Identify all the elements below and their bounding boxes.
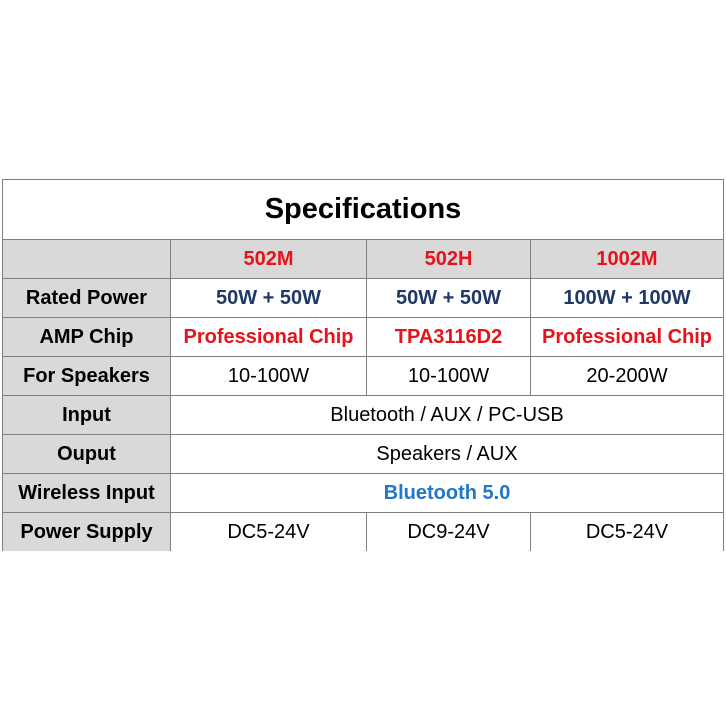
- for-speakers-1002m: 20-200W: [531, 357, 724, 396]
- rated-power-502m: 50W + 50W: [171, 279, 367, 318]
- power-supply-1002m: DC5-24V: [531, 513, 724, 552]
- rated-power-row: [3, 279, 724, 318]
- output-label: Ouput: [3, 435, 171, 474]
- model-header-502h: 502H: [367, 240, 531, 279]
- output-row: [3, 435, 724, 474]
- for-speakers-502h: 10-100W: [367, 357, 531, 396]
- amp-chip-1002m: Professional Chip: [531, 318, 724, 357]
- power-supply-502h: DC9-24V: [367, 513, 531, 552]
- model-header-502m: 502M: [171, 240, 367, 279]
- power-supply-502m: DC5-24V: [171, 513, 367, 552]
- wireless-input-label: Wireless Input: [3, 474, 171, 513]
- rated-power-502h: 50W + 50W: [367, 279, 531, 318]
- amp-chip-row: [3, 318, 724, 357]
- power-supply-label: Power Supply: [3, 513, 171, 552]
- title-row: [3, 180, 724, 240]
- for-speakers-label: For Speakers: [3, 357, 171, 396]
- amp-chip-502m: Professional Chip: [171, 318, 367, 357]
- for-speakers-502m: 10-100W: [171, 357, 367, 396]
- wireless-input-value: Bluetooth 5.0: [171, 474, 724, 513]
- model-header-1002m: 1002M: [531, 240, 724, 279]
- amp-chip-502h: TPA3116D2: [367, 318, 531, 357]
- output-value: Speakers / AUX: [171, 435, 724, 474]
- power-supply-row: [3, 513, 724, 552]
- rated-power-1002m: 100W + 100W: [531, 279, 724, 318]
- specifications-table-container: [2, 179, 723, 551]
- table-title: Specifications: [3, 180, 724, 240]
- wireless-input-row: [3, 474, 724, 513]
- rated-power-label: Rated Power: [3, 279, 171, 318]
- header-empty-cell: [3, 240, 171, 279]
- input-value: Bluetooth / AUX / PC-USB: [171, 396, 724, 435]
- input-label: Input: [3, 396, 171, 435]
- input-row: [3, 396, 724, 435]
- model-header-row: [3, 240, 724, 279]
- for-speakers-row: [3, 357, 724, 396]
- specifications-table: [2, 179, 724, 551]
- amp-chip-label: AMP Chip: [3, 318, 171, 357]
